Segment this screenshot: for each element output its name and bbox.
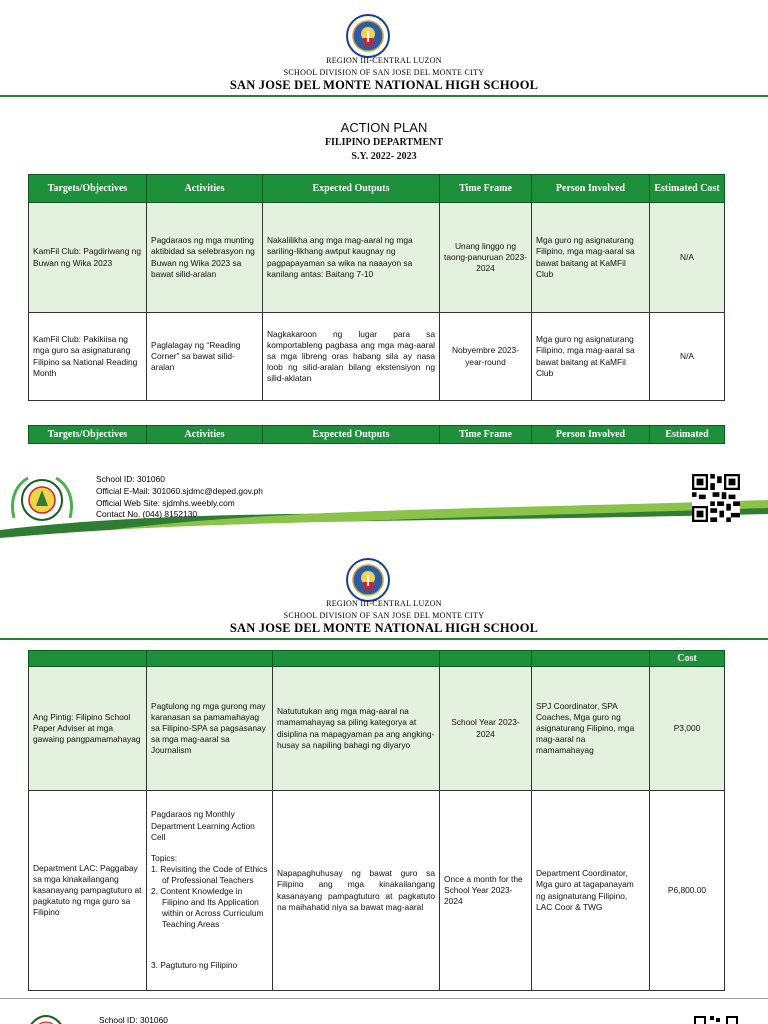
footer-contact xyxy=(96,474,263,521)
header-school: SAN JOSE DEL MONTE NATIONAL HIGH SCHOOL xyxy=(229,621,539,635)
table-header-row xyxy=(29,175,725,203)
school-logo-icon xyxy=(24,1014,68,1024)
cell-timeframe: Unang linggo ng taong-panuruan 2023-2024 xyxy=(440,203,532,313)
action-plan-table-repeat-header xyxy=(28,425,725,444)
col-header-blank xyxy=(29,651,147,667)
deped-seal-icon xyxy=(346,14,390,58)
col-header-activities: Activities xyxy=(147,175,263,203)
col-header-cost: Estimated xyxy=(650,426,725,444)
col-header-blank xyxy=(532,651,650,667)
activity-topics-list xyxy=(151,864,268,972)
cell-timeframe: Nobyembre 2023-year-round xyxy=(440,313,532,401)
qr-code-icon xyxy=(692,474,740,522)
cell-persons: Mga guro ng asignaturang Filipino, mga mag-aaral sa bawat baitang at KaMFil Club xyxy=(532,203,650,313)
col-header-outputs: Expected Outputs xyxy=(263,175,440,203)
table-row xyxy=(29,667,725,791)
cell-activity: Pagdaraos ng mga munting aktibidad sa selebrasyon ng Buwan ng Wika 2023 sa bawat silid-aralan xyxy=(147,203,263,313)
cell-persons: SPJ Coordinator, SPA Coaches, Mga guro ng asignaturang Filipino, mga mag-aaral na mamamahayag xyxy=(532,667,650,791)
cell-target: Ang Pintig: Filipino School Paper Adviser at mga gawaing pangpamamahayag xyxy=(29,667,147,791)
cell-target: KamFil Club: Pagdiriwang ng Buwan ng Wika 2023 xyxy=(29,203,147,313)
col-header-blank xyxy=(147,651,273,667)
document-page-2 xyxy=(0,552,768,1024)
table-row xyxy=(29,791,725,991)
cell-timeframe: School Year 2023-2024 xyxy=(440,667,532,791)
cell-activity: Paglalagay ng “Reading Corner” sa bawat silid-aralan xyxy=(147,313,263,401)
cell-output: Nakalilikha ang mga mag-aaral ng mga sariling-likhang awtput kaugnay ng pagpapayaman sa wika na naaayon sa kanilang antas: Baitang 7-10 xyxy=(263,203,440,313)
cell-target: KamFil Club: Pakikiisa ng mga guro sa asignaturang Filipino sa National Reading Month xyxy=(29,313,147,401)
col-header-outputs: Expected Outputs xyxy=(263,426,440,444)
page-divider xyxy=(0,998,768,999)
department-title: FILIPINO DEPARTMENT xyxy=(324,137,444,148)
cell-output: Nagkakaroon ng lugar para sa komportableng pagbasa ang mga mag-aaral sa mga libreng oras habang sila ay nasa loob ng silid-aralan bilang ekstensiyon ng silid-aklatan xyxy=(263,313,440,401)
school-logo-icon xyxy=(8,472,76,528)
activity-topics-label: Topics: xyxy=(151,852,178,863)
header-rule xyxy=(0,95,768,97)
page-footer-partial xyxy=(0,1008,768,1024)
col-header-blank xyxy=(273,651,440,667)
cell-cost: N/A xyxy=(650,313,725,401)
header-division: SCHOOL DIVISION OF SAN JOSE DEL MONTE CITY xyxy=(283,611,485,620)
cell-output: Napapaghuhusay ng bawat guro sa Filipino ang mga kinakailangang kasanayang pampagtuturo at pagkatuto na maihahatid niya sa bawat mag-aaral xyxy=(273,791,440,991)
header-division: SCHOOL DIVISION OF SAN JOSE DEL MONTE CITY xyxy=(283,68,485,77)
cell-activity xyxy=(147,791,273,991)
footer-school-id: School ID: 301060 xyxy=(99,1015,168,1024)
col-header-activities: Activities xyxy=(147,426,263,444)
col-header-targets: Targets/Objectives xyxy=(29,175,147,203)
table-header-row xyxy=(29,651,725,667)
cell-persons: Department Coordinator, Mga guro at tagapanayam ng asignaturang Filipino, LAC Coor & TWG xyxy=(532,791,650,991)
activity-intro: Pagdaraos ng Monthly Department Learning Action Cell xyxy=(151,809,255,842)
table-row xyxy=(29,313,725,401)
cell-persons: Mga guro ng asignaturang Filipino, mga mag-aaral sa bawat baitang at KaMFil Club xyxy=(532,313,650,401)
document-title: ACTION PLAN xyxy=(340,120,428,135)
action-plan-table xyxy=(28,174,725,401)
footer-website: Official Web Site: sjdmhs.weebly.com xyxy=(96,497,235,508)
cell-activity: Pagtulong ng mga gurong may karanasan sa pamamahayag sa Filipino-SPA sa pagsasanay sa mga mag-aaral sa Journalism xyxy=(147,667,273,791)
col-header-persons: Person Involved xyxy=(532,426,650,444)
cell-timeframe: Once a month for the School Year 2023-2024 xyxy=(440,791,532,991)
deped-seal-icon xyxy=(346,558,390,602)
col-header-persons: Person Involved xyxy=(532,175,650,203)
table-row xyxy=(29,203,725,313)
cell-cost: P3,000 xyxy=(650,667,725,791)
school-year: S.Y. 2022- 2023 xyxy=(351,151,417,162)
col-header-timeframe: Time Frame xyxy=(440,175,532,203)
header-rule xyxy=(0,638,768,640)
header-region: REGION III-CENTRAL LUZON xyxy=(326,56,442,65)
col-header-targets: Targets/Objectives xyxy=(29,426,147,444)
action-plan-table-continued xyxy=(28,650,725,991)
cell-cost: P6,800.00 xyxy=(650,791,725,991)
list-item: 3. Pagtuturo ng Filipino xyxy=(151,960,238,971)
cell-output: Natututukan ang mga mag-aaral na mamamahayag sa piling kategorya at disiplina na mapagyaman pa ang angking-husay sa napiling bahagi ng diyaryo xyxy=(273,667,440,791)
cell-target: Department LAC: Paggabay sa mga kinakailangang kasanayang pampagtuturo at pagkatuto ng mga guro sa Filipino xyxy=(29,791,147,991)
table-header-row xyxy=(29,426,725,444)
list-item: 1. Revisiting the Code of Ethics of Professional Teachers xyxy=(151,863,268,885)
header-school: SAN JOSE DEL MONTE NATIONAL HIGH SCHOOL xyxy=(229,78,539,92)
list-item: 2. Content Knowledge in Filipino and Its Application within or Across Curriculum Teaching Areas xyxy=(151,886,264,930)
page-footer xyxy=(0,448,768,544)
col-header-blank xyxy=(440,651,532,667)
cell-cost: N/A xyxy=(650,203,725,313)
col-header-cost: Estimated Cost xyxy=(650,175,725,203)
qr-code-icon xyxy=(694,1016,738,1024)
header-region: REGION III-CENTRAL LUZON xyxy=(326,599,442,608)
footer-school-id: School ID: 301060 xyxy=(96,474,165,484)
col-header-timeframe: Time Frame xyxy=(440,426,532,444)
col-header-cost-continued: Cost xyxy=(650,651,725,667)
footer-email: Official E-Mail: 301060.sjdmc@deped.gov.ph xyxy=(96,485,263,496)
footer-phone: Contact No. (044) 8152130 xyxy=(96,509,198,520)
